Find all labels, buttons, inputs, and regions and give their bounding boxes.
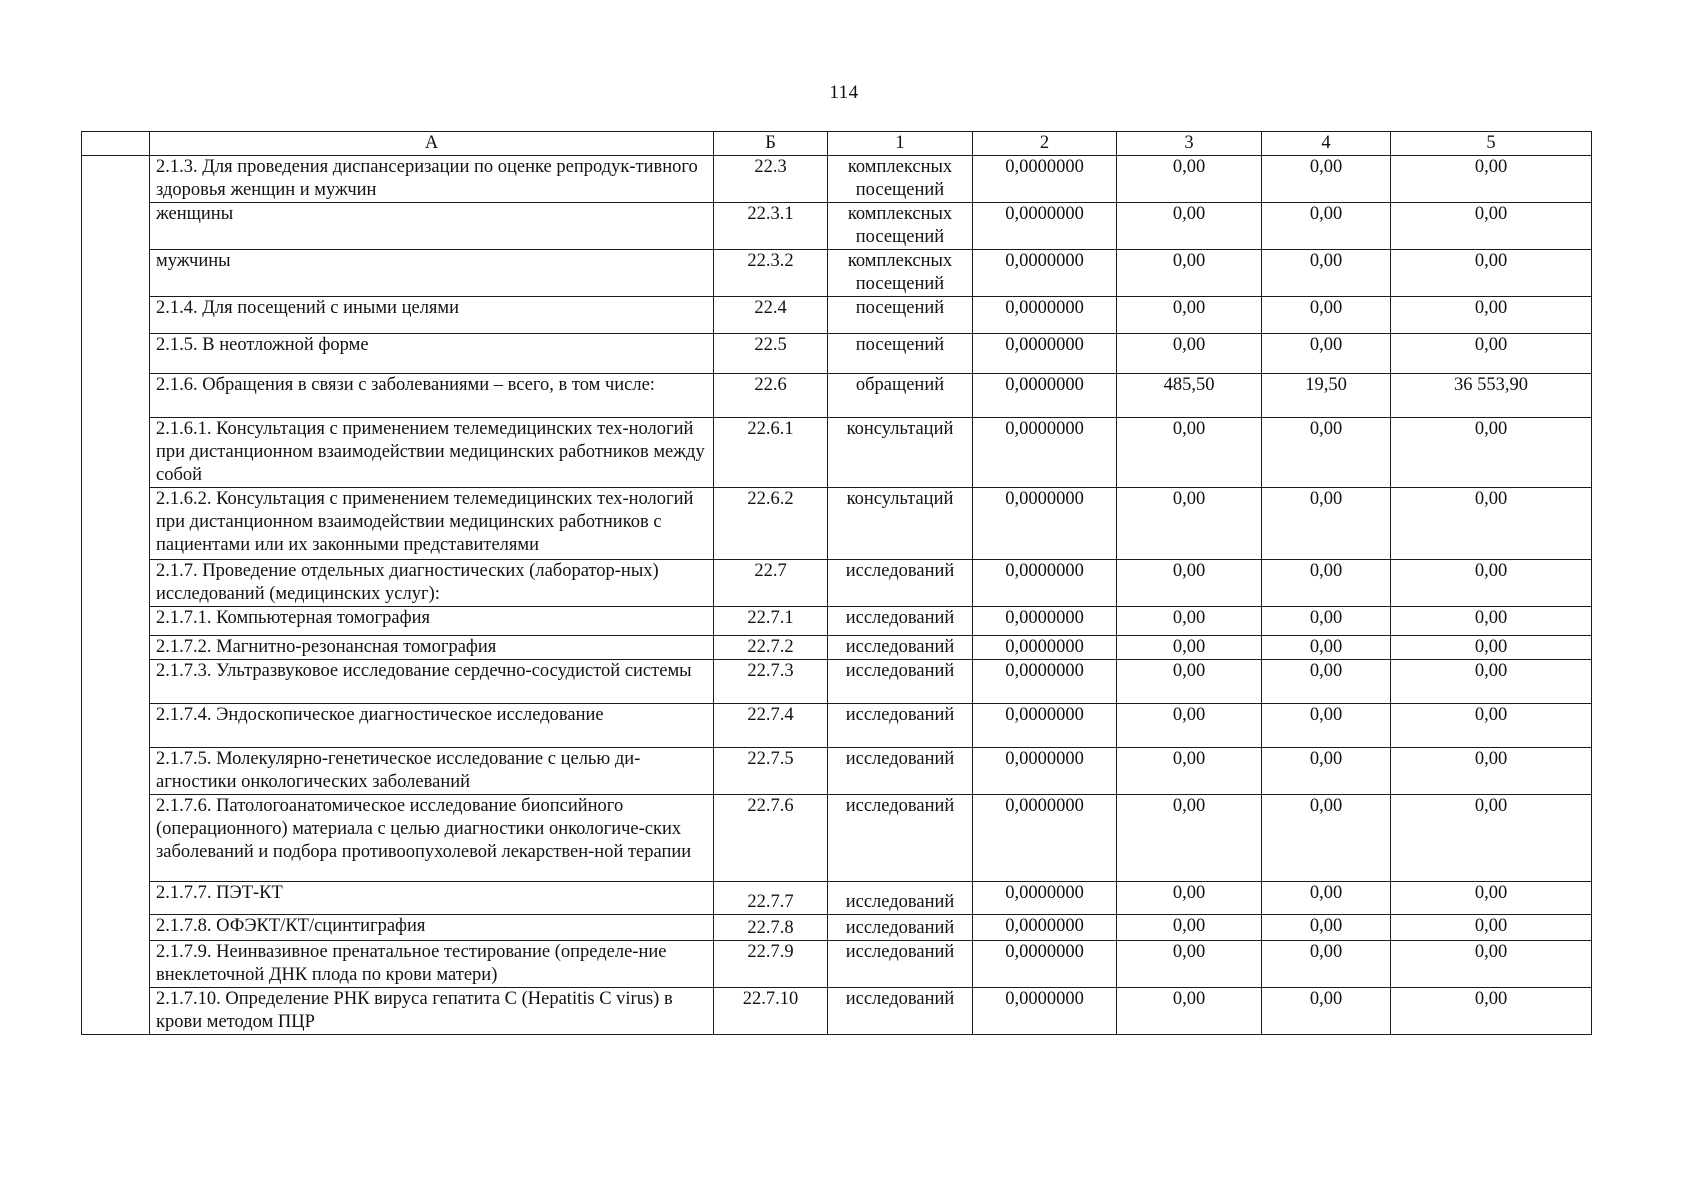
value-col-2-cell: 0,0000000 bbox=[973, 941, 1117, 988]
value-col-2-cell: 0,0000000 bbox=[973, 250, 1117, 297]
value-col-3-cell: 0,00 bbox=[1117, 636, 1262, 660]
value-col-5-cell: 0,00 bbox=[1391, 418, 1592, 488]
value-col-4-cell: 0,00 bbox=[1262, 156, 1391, 203]
unit-cell: исследований bbox=[828, 560, 973, 607]
header-col-a: А bbox=[150, 132, 714, 156]
row-name-cell: 2.1.7.5. Молекулярно-генетическое исследование с целью ди-агностики онкологических заболеваний bbox=[150, 748, 714, 795]
value-col-4-cell: 0,00 bbox=[1262, 882, 1391, 915]
value-col-4-cell: 0,00 bbox=[1262, 915, 1391, 941]
unit-cell: исследований bbox=[828, 882, 973, 915]
row-code-cell: 22.3.1 bbox=[714, 203, 828, 250]
row-name-cell: мужчины bbox=[150, 250, 714, 297]
value-col-4-cell: 0,00 bbox=[1262, 560, 1391, 607]
row-code-cell: 22.7.2 bbox=[714, 636, 828, 660]
row-name-cell: женщины bbox=[150, 203, 714, 250]
table-row bbox=[82, 418, 1592, 488]
value-col-2-cell: 0,0000000 bbox=[973, 748, 1117, 795]
value-col-3-cell: 0,00 bbox=[1117, 560, 1262, 607]
header-blank bbox=[82, 132, 150, 156]
value-col-2-cell: 0,0000000 bbox=[973, 660, 1117, 704]
row-name-cell: 2.1.7.6. Патологоанатомическое исследование биопсийного (операционного) материала с целью диагностики онкологиче-ских заболеваний и подбора противоопухолевой лекарствен-ной терапии bbox=[150, 795, 714, 882]
table-row bbox=[82, 374, 1592, 418]
row-name-cell: 2.1.7.2. Магнитно-резонансная томография bbox=[150, 636, 714, 660]
value-col-4-cell: 0,00 bbox=[1262, 297, 1391, 334]
value-col-3-cell: 0,00 bbox=[1117, 156, 1262, 203]
row-code-cell: 22.7.10 bbox=[714, 988, 828, 1035]
table-row bbox=[82, 748, 1592, 795]
value-col-2-cell: 0,0000000 bbox=[973, 156, 1117, 203]
row-name-cell: 2.1.5. В неотложной форме bbox=[150, 334, 714, 374]
row-code-cell: 22.7.1 bbox=[714, 607, 828, 636]
unit-cell: исследований bbox=[828, 941, 973, 988]
row-code-cell: 22.7.6 bbox=[714, 795, 828, 882]
row-code-cell: 22.5 bbox=[714, 334, 828, 374]
table-row bbox=[82, 795, 1592, 882]
value-col-3-cell: 0,00 bbox=[1117, 704, 1262, 748]
value-col-2-cell: 0,0000000 bbox=[973, 418, 1117, 488]
row-code-cell: 22.6 bbox=[714, 374, 828, 418]
row-code-cell: 22.7.8 bbox=[714, 915, 828, 941]
header-col-5: 5 bbox=[1391, 132, 1592, 156]
value-col-5-cell: 0,00 bbox=[1391, 941, 1592, 988]
unit-cell: посещений bbox=[828, 297, 973, 334]
value-col-5-cell: 0,00 bbox=[1391, 488, 1592, 560]
row-code-cell: 22.7.4 bbox=[714, 704, 828, 748]
value-col-4-cell: 0,00 bbox=[1262, 636, 1391, 660]
row-name-cell: 2.1.7.9. Неинвазивное пренатальное тестирование (определе-ние внеклеточной ДНК плода по крови матери) bbox=[150, 941, 714, 988]
value-col-5-cell: 0,00 bbox=[1391, 334, 1592, 374]
table-row bbox=[82, 941, 1592, 988]
left-margin-cell bbox=[82, 156, 150, 1035]
row-name-cell: 2.1.4. Для посещений с иными целями bbox=[150, 297, 714, 334]
header-col-b: Б bbox=[714, 132, 828, 156]
table-row bbox=[82, 607, 1592, 636]
row-name-cell: 2.1.7.1. Компьютерная томография bbox=[150, 607, 714, 636]
value-col-2-cell: 0,0000000 bbox=[973, 488, 1117, 560]
value-col-4-cell: 0,00 bbox=[1262, 660, 1391, 704]
value-col-3-cell: 0,00 bbox=[1117, 418, 1262, 488]
row-name-cell: 2.1.6.1. Консультация с применением телемедицинских тех-нологий при дистанционном взаимодействии медицинских работников между собой bbox=[150, 418, 714, 488]
value-col-2-cell: 0,0000000 bbox=[973, 988, 1117, 1035]
unit-cell: исследований bbox=[828, 795, 973, 882]
value-col-3-cell: 0,00 bbox=[1117, 203, 1262, 250]
header-col-1: 1 bbox=[828, 132, 973, 156]
value-col-3-cell: 0,00 bbox=[1117, 660, 1262, 704]
table-row bbox=[82, 156, 1592, 203]
value-col-2-cell: 0,0000000 bbox=[973, 334, 1117, 374]
value-col-2-cell: 0,0000000 bbox=[973, 203, 1117, 250]
row-code-cell: 22.4 bbox=[714, 297, 828, 334]
table-row bbox=[82, 660, 1592, 704]
value-col-4-cell: 0,00 bbox=[1262, 941, 1391, 988]
row-name-cell: 2.1.7. Проведение отдельных диагностических (лаборатор-ных) исследований (медицинских услуг): bbox=[150, 560, 714, 607]
table-row bbox=[82, 334, 1592, 374]
value-col-5-cell: 0,00 bbox=[1391, 560, 1592, 607]
value-col-2-cell: 0,0000000 bbox=[973, 607, 1117, 636]
value-col-4-cell: 0,00 bbox=[1262, 418, 1391, 488]
value-col-5-cell: 0,00 bbox=[1391, 704, 1592, 748]
header-col-2: 2 bbox=[973, 132, 1117, 156]
value-col-5-cell: 36 553,90 bbox=[1391, 374, 1592, 418]
value-col-5-cell: 0,00 bbox=[1391, 795, 1592, 882]
value-col-5-cell: 0,00 bbox=[1391, 297, 1592, 334]
value-col-5-cell: 0,00 bbox=[1391, 156, 1592, 203]
table-row bbox=[82, 882, 1592, 915]
value-col-4-cell: 0,00 bbox=[1262, 704, 1391, 748]
unit-cell: комплексных посещений bbox=[828, 203, 973, 250]
unit-cell: комплексных посещений bbox=[828, 156, 973, 203]
value-col-4-cell: 0,00 bbox=[1262, 203, 1391, 250]
row-name-cell: 2.1.7.7. ПЭТ-КТ bbox=[150, 882, 714, 915]
value-col-5-cell: 0,00 bbox=[1391, 203, 1592, 250]
table-row bbox=[82, 704, 1592, 748]
row-name-cell: 2.1.6. Обращения в связи с заболеваниями – всего, в том числе: bbox=[150, 374, 714, 418]
row-name-cell: 2.1.7.10. Определение РНК вируса гепатита С (Hepatitis C virus) в крови методом ПЦР bbox=[150, 988, 714, 1035]
value-col-4-cell: 0,00 bbox=[1262, 988, 1391, 1035]
value-col-5-cell: 0,00 bbox=[1391, 915, 1592, 941]
unit-cell: комплексных посещений bbox=[828, 250, 973, 297]
value-col-3-cell: 0,00 bbox=[1117, 988, 1262, 1035]
value-col-3-cell: 0,00 bbox=[1117, 334, 1262, 374]
table-row bbox=[82, 915, 1592, 941]
value-col-2-cell: 0,0000000 bbox=[973, 560, 1117, 607]
value-col-5-cell: 0,00 bbox=[1391, 882, 1592, 915]
value-col-5-cell: 0,00 bbox=[1391, 748, 1592, 795]
page-number: 114 bbox=[829, 82, 859, 103]
value-col-2-cell: 0,0000000 bbox=[973, 882, 1117, 915]
value-col-5-cell: 0,00 bbox=[1391, 607, 1592, 636]
table-body bbox=[82, 156, 1592, 1035]
row-name-cell: 2.1.3. Для проведения диспансеризации по оценке репродук-тивного здоровья женщин и мужчин bbox=[150, 156, 714, 203]
header-col-4: 4 bbox=[1262, 132, 1391, 156]
value-col-5-cell: 0,00 bbox=[1391, 636, 1592, 660]
value-col-3-cell: 0,00 bbox=[1117, 882, 1262, 915]
table-row bbox=[82, 250, 1592, 297]
unit-cell: исследований bbox=[828, 607, 973, 636]
table-row bbox=[82, 203, 1592, 250]
header-row bbox=[82, 132, 1592, 156]
data-table bbox=[81, 131, 1592, 1035]
value-col-4-cell: 0,00 bbox=[1262, 250, 1391, 297]
unit-cell: исследований bbox=[828, 636, 973, 660]
table-row bbox=[82, 988, 1592, 1035]
value-col-4-cell: 19,50 bbox=[1262, 374, 1391, 418]
value-col-3-cell: 0,00 bbox=[1117, 795, 1262, 882]
table-row bbox=[82, 636, 1592, 660]
value-col-3-cell: 0,00 bbox=[1117, 607, 1262, 636]
row-code-cell: 22.7.3 bbox=[714, 660, 828, 704]
row-code-cell: 22.7 bbox=[714, 560, 828, 607]
row-name-cell: 2.1.7.4. Эндоскопическое диагностическое исследование bbox=[150, 704, 714, 748]
row-name-cell: 2.1.6.2. Консультация с применением телемедицинских тех-нологий при дистанционном взаимодействии медицинских работников с пациентами или их законными представителями bbox=[150, 488, 714, 560]
row-code-cell: 22.7.9 bbox=[714, 941, 828, 988]
value-col-4-cell: 0,00 bbox=[1262, 488, 1391, 560]
value-col-3-cell: 485,50 bbox=[1117, 374, 1262, 418]
value-col-2-cell: 0,0000000 bbox=[973, 795, 1117, 882]
value-col-5-cell: 0,00 bbox=[1391, 988, 1592, 1035]
value-col-3-cell: 0,00 bbox=[1117, 297, 1262, 334]
row-code-cell: 22.6.1 bbox=[714, 418, 828, 488]
table-row bbox=[82, 297, 1592, 334]
row-code-cell: 22.3.2 bbox=[714, 250, 828, 297]
value-col-5-cell: 0,00 bbox=[1391, 250, 1592, 297]
value-col-2-cell: 0,0000000 bbox=[973, 704, 1117, 748]
unit-cell: исследований bbox=[828, 915, 973, 941]
row-name-cell: 2.1.7.3. Ультразвуковое исследование сердечно-сосудистой системы bbox=[150, 660, 714, 704]
unit-cell: посещений bbox=[828, 334, 973, 374]
value-col-3-cell: 0,00 bbox=[1117, 915, 1262, 941]
unit-cell: исследований bbox=[828, 748, 973, 795]
row-code-cell: 22.6.2 bbox=[714, 488, 828, 560]
unit-cell: консультаций bbox=[828, 418, 973, 488]
unit-cell: консультаций bbox=[828, 488, 973, 560]
value-col-3-cell: 0,00 bbox=[1117, 941, 1262, 988]
row-code-cell: 22.7.5 bbox=[714, 748, 828, 795]
value-col-4-cell: 0,00 bbox=[1262, 607, 1391, 636]
row-code-cell: 22.3 bbox=[714, 156, 828, 203]
value-col-2-cell: 0,0000000 bbox=[973, 297, 1117, 334]
row-name-cell: 2.1.7.8. ОФЭКТ/КТ/сцинтиграфия bbox=[150, 915, 714, 941]
unit-cell: исследований bbox=[828, 660, 973, 704]
table-row bbox=[82, 560, 1592, 607]
value-col-4-cell: 0,00 bbox=[1262, 748, 1391, 795]
header-col-3: 3 bbox=[1117, 132, 1262, 156]
unit-cell: обращений bbox=[828, 374, 973, 418]
value-col-3-cell: 0,00 bbox=[1117, 748, 1262, 795]
value-col-2-cell: 0,0000000 bbox=[973, 636, 1117, 660]
value-col-2-cell: 0,0000000 bbox=[973, 915, 1117, 941]
unit-cell: исследований bbox=[828, 704, 973, 748]
value-col-2-cell: 0,0000000 bbox=[973, 374, 1117, 418]
row-code-cell: 22.7.7 bbox=[714, 882, 828, 915]
value-col-5-cell: 0,00 bbox=[1391, 660, 1592, 704]
value-col-4-cell: 0,00 bbox=[1262, 795, 1391, 882]
table-row bbox=[82, 488, 1592, 560]
value-col-3-cell: 0,00 bbox=[1117, 250, 1262, 297]
value-col-3-cell: 0,00 bbox=[1117, 488, 1262, 560]
value-col-4-cell: 0,00 bbox=[1262, 334, 1391, 374]
unit-cell: исследований bbox=[828, 988, 973, 1035]
